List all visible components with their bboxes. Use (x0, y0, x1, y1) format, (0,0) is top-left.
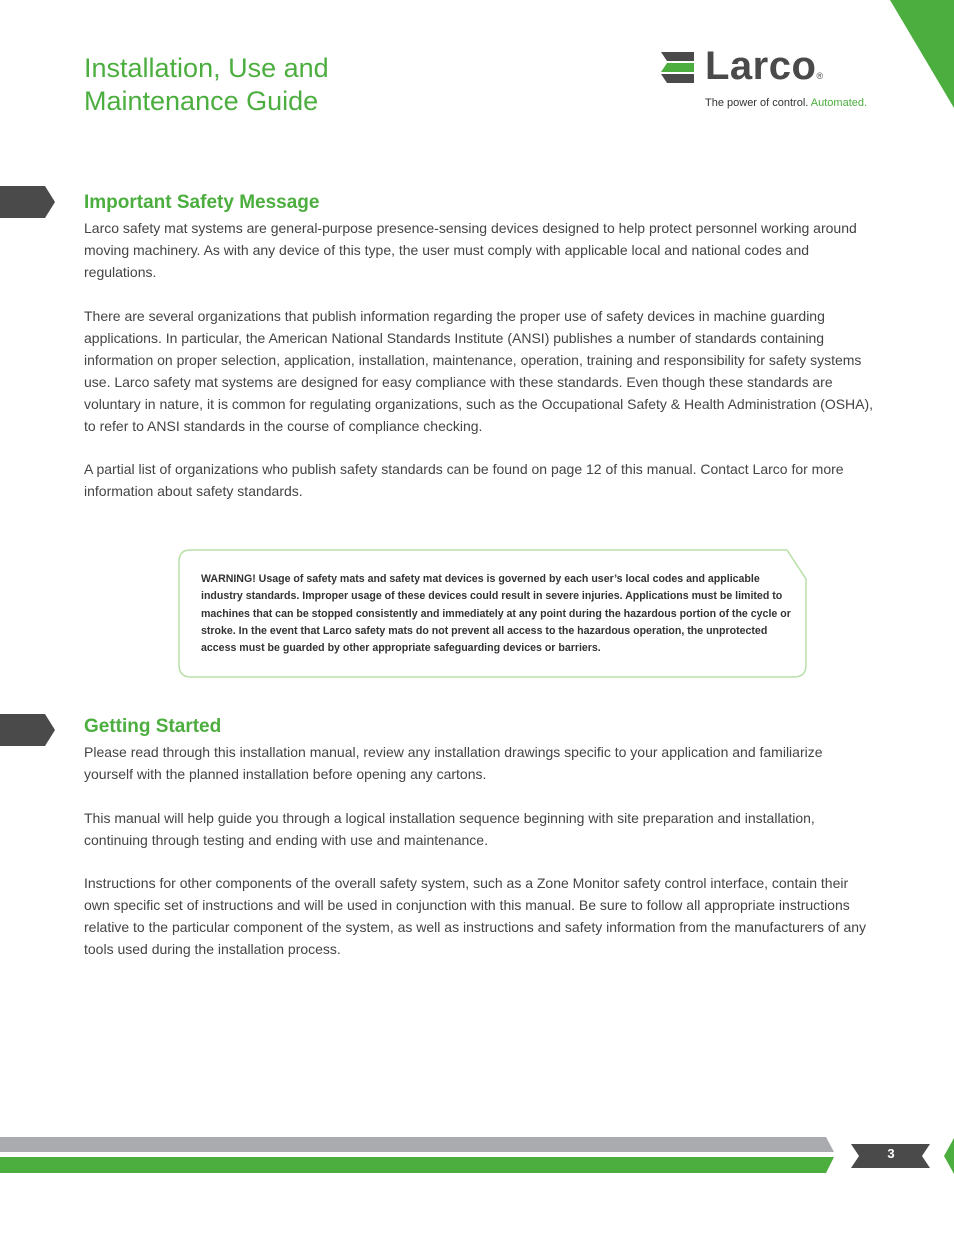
page-number: 3 (887, 1146, 895, 1161)
document-title (84, 52, 329, 118)
document-title-line1: Installation, Use and (84, 53, 329, 83)
footer-bars (0, 1136, 954, 1176)
section-body-safety-message (84, 217, 874, 524)
warning-text: WARNING! Usage of safety mats and safety mat devices is governed by each user’s local codes and applicable industry standards. Improper usage of these devices could result in severe injuries. Applications must be limited to machines that can be stopped consistently and immediately at any point during the hazardous portion of the cycle or stroke. In the event that Larco safety mats do not prevent all access to the hazardous operation, the unprotected access must be guarded by other appropriate safeguarding devices or barriers. (201, 573, 791, 655)
brand-registered-mark: ® (816, 71, 824, 81)
paragraph: Instructions for other components of the overall safety system, such as a Zone Monitor safety control interface, contain their own specific set of instructions and will be used in conjunction with this manual. Be sure to follow all appropriate instructions relative to the particular component of the system, as well as instructions and safety information from the manufacturers of any tools used during the installation process. (84, 875, 867, 957)
paragraph: A partial list of organizations who publish safety standards can be found on page 12 of this manual. Contact Larco for more information about safety standards. (84, 461, 844, 499)
brand-logo (661, 44, 901, 120)
section-title-getting-started: Getting Started (84, 716, 222, 737)
paragraph: There are several organizations that publish information regarding the proper use of safety devices in machine guarding applications. In particular, the American National Standards Institute (ANSI) publishes a number of standards containing information on proper selection, application, installation, maintenance, operation, training and responsibility for safety systems use. Larco safety mat systems are designed for easy compliance with these standards. Even though these standards are voluntary in nature, it is common for regulating organizations, such as the Occupational Safety & Health Administration (OSHA), to refer to ANSI standards in the course of compliance checking. (84, 307, 874, 434)
paragraph: Please read through this installation manual, review any installation drawings specific to your application and familiarize yourself with the planned installation before opening any cartons. (84, 744, 823, 782)
document-title-line2: Maintenance Guide (84, 86, 319, 116)
larco-logo-mark-icon (661, 52, 697, 84)
brand-wordmark (705, 44, 824, 89)
tagline-main: The power of control. (705, 97, 809, 109)
section-title-safety-message: Important Safety Message (84, 192, 320, 213)
paragraph: Larco safety mat systems are general-purpose presence-sensing devices designed to help protect personnel working around moving machinery. As with any device of this type, the user must comply with applicable local and national codes and regulations. (84, 220, 857, 280)
paragraph: This manual will help guide you through a logical installation sequence beginning with site preparation and installation, continuing through testing and ending with use and maintenance. (84, 809, 815, 848)
warning-callout (178, 549, 808, 679)
tagline-accent: Automated. (810, 97, 868, 109)
section-marker-tab-icon (0, 186, 56, 218)
section-marker-tab-icon (0, 714, 56, 746)
brand-name: Larco (705, 44, 817, 88)
brand-tagline (705, 97, 867, 109)
section-body-getting-started (84, 741, 874, 982)
